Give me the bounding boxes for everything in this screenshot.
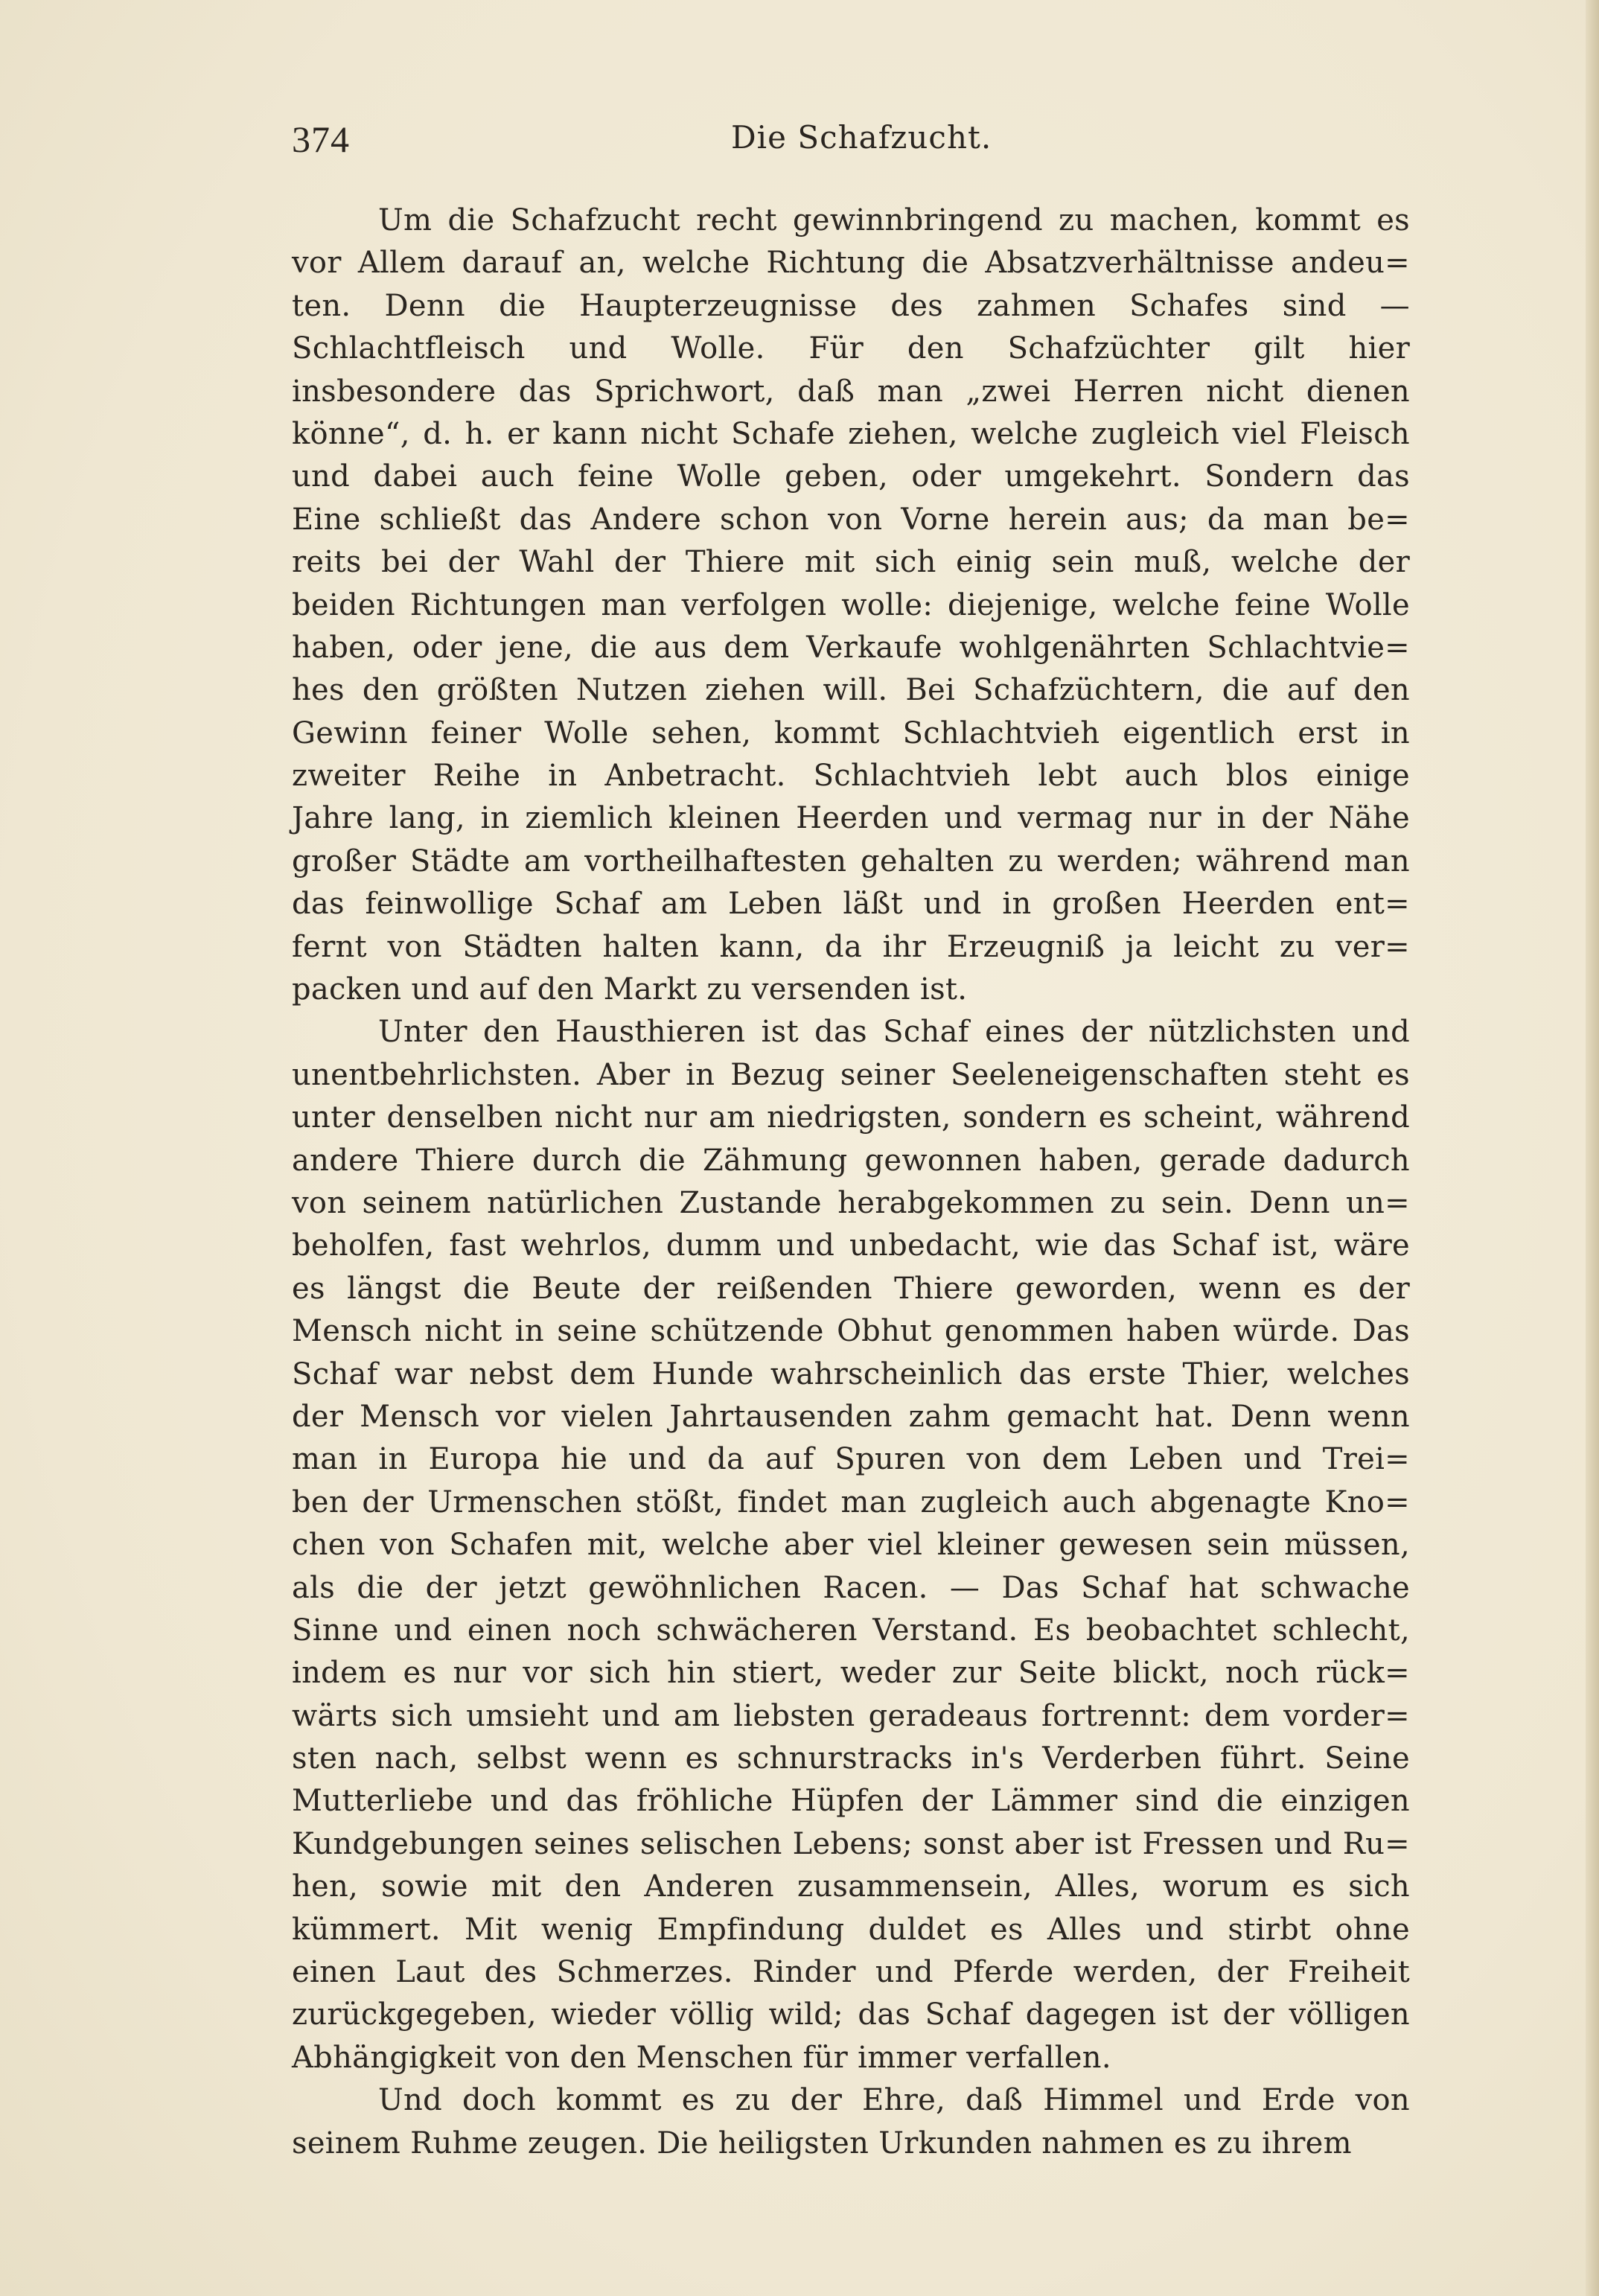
text-line: sten nach, selbst wenn es schnurstracks in's Verderben führt. Seine	[292, 1741, 1410, 1776]
text-line: hes den größten Nutzen ziehen will. Bei Schafzüchtern, die auf den	[292, 673, 1410, 708]
text-line: Um die Schafzucht recht gewinnbringend zu machen, kommt es	[378, 203, 1410, 237]
text-line: beiden Richtungen man verfolgen wolle: diejenige, welche feine Wolle	[292, 587, 1410, 622]
text-line: ben der Urmenschen stößt, findet man zugleich auch abgenagte Kno=	[292, 1485, 1410, 1519]
text-line: fernt von Städten halten kann, da ihr Erzeugniß ja leicht zu ver=	[292, 929, 1410, 964]
text-line: zweiter Reihe in Anbetracht. Schlachtvieh lebt auch blos einige	[292, 759, 1410, 794]
text-line: vor Allem darauf an, welche Richtung die Absatzverhältnisse andeu=	[292, 246, 1410, 281]
text-line: Sinne und einen noch schwächeren Verstand. Es beobachtet schlecht,	[292, 1613, 1410, 1648]
text-line: reits bei der Wahl der Thiere mit sich einig sein muß, welche der	[292, 545, 1410, 580]
page-edge	[1586, 0, 1599, 2296]
paragraph	[292, 1011, 1410, 2079]
page-number: 374	[292, 118, 350, 160]
text-line: Gewinn feiner Wolle sehen, kommt Schlachtvieh eigentlich erst in	[292, 715, 1410, 750]
text-line: indem es nur vor sich hin stiert, weder zur Seite blickt, noch rück=	[292, 1656, 1410, 1691]
text-line: unentbehrlichsten. Aber in Bezug seiner Seeleneigenschaften steht es	[292, 1057, 1410, 1092]
text-line: Kundgebungen seines selischen Lebens; sonst aber ist Fressen und Ru=	[292, 1826, 1410, 1861]
text-line: insbesondere das Sprichwort, daß man „zwei Herren nicht dienen	[292, 374, 1410, 409]
text-line: und dabei auch feine Wolle geben, oder umgekehrt. Sondern das	[292, 459, 1410, 494]
text-line: Und doch kommt es zu der Ehre, daß Himmel und Erde von	[378, 2083, 1410, 2118]
text-line: haben, oder jene, die aus dem Verkaufe wohlgenährten Schlachtvie=	[292, 630, 1410, 665]
text-line: könne“, d. h. er kann nicht Schafe ziehen, welche zugleich viel Fleisch	[292, 416, 1410, 451]
text-line: einen Laut des Schmerzes. Rinder und Pferde werden, der Freiheit	[292, 1955, 1410, 1990]
body-text	[292, 200, 1410, 2165]
text-line: man in Europa hie und da auf Spuren von dem Leben und Trei=	[292, 1442, 1410, 1477]
text-line: Schlachtfleisch und Wolle. Für den Schafzüchter gilt hier	[292, 331, 1410, 366]
text-line: von seinem natürlichen Zustande herabgekommen zu sein. Denn un=	[292, 1185, 1410, 1220]
text-line: unter denselben nicht nur am niedrigsten, sondern es scheint, während	[292, 1100, 1410, 1135]
text-line: Unter den Hausthieren ist das Schaf eines der nützlichsten und	[378, 1015, 1410, 1050]
text-line: beholfen, fast wehrlos, dumm und unbedacht, wie das Schaf ist, wäre	[292, 1228, 1410, 1263]
text-line: kümmert. Mit wenig Empfindung duldet es Alles und stirbt ohne	[292, 1912, 1410, 1947]
text-line: großer Städte am vortheilhaftesten gehalten zu werden; während man	[292, 844, 1410, 878]
text-line: es längst die Beute der reißenden Thiere geworden, wenn es der	[292, 1271, 1410, 1306]
text-line: Jahre lang, in ziemlich kleinen Heerden und vermag nur in der Nähe	[292, 801, 1410, 836]
text-line: Abhängigkeit von den Menschen für immer verfallen.	[292, 2040, 1111, 2075]
text-line: Schaf war nebst dem Hunde wahrscheinlich das erste Thier, welches	[292, 1356, 1410, 1391]
text-line: chen von Schafen mit, welche aber viel kleiner gewesen sein müssen,	[292, 1528, 1410, 1563]
text-line: zurückgegeben, wieder völlig wild; das Schaf dagegen ist der völligen	[292, 1997, 1410, 2032]
text-line: wärts sich umsieht und am liebsten geradeaus fortrennt: dem vorder=	[292, 1698, 1410, 1733]
text-line: Eine schließt das Andere schon von Vorne herein aus; da man be=	[292, 502, 1410, 537]
text-line: Mensch nicht in seine schützende Obhut genommen haben würde. Das	[292, 1314, 1410, 1349]
text-line: als die der jetzt gewöhnlichen Racen. — Das Schaf hat schwache	[292, 1570, 1410, 1605]
text-line: seinem Ruhme zeugen. Die heiligsten Urkunden nahmen es zu ihrem	[292, 2126, 1352, 2161]
text-line: andere Thiere durch die Zähmung gewonnen haben, gerade dadurch	[292, 1143, 1410, 1178]
running-title: Die Schafzucht.	[731, 119, 992, 156]
paragraph	[292, 2079, 1410, 2165]
text-line: packen und auf den Markt zu versenden ist.	[292, 972, 968, 1007]
text-line: ten. Denn die Haupterzeugnisse des zahmen Schafes sind —	[292, 288, 1410, 323]
text-line: hen, sowie mit den Anderen zusammensein, Alles, worum es sich	[292, 1869, 1410, 1904]
text-line: Mutterliebe und das fröhliche Hüpfen der Lämmer sind die einzigen	[292, 1784, 1410, 1819]
text-line: das feinwollige Schaf am Leben läßt und in großen Heerden ent=	[292, 887, 1410, 922]
page-header	[292, 118, 1408, 170]
paragraph	[292, 200, 1410, 1011]
text-line: der Mensch vor vielen Jahrtausenden zahm gemacht hat. Denn wenn	[292, 1399, 1410, 1434]
